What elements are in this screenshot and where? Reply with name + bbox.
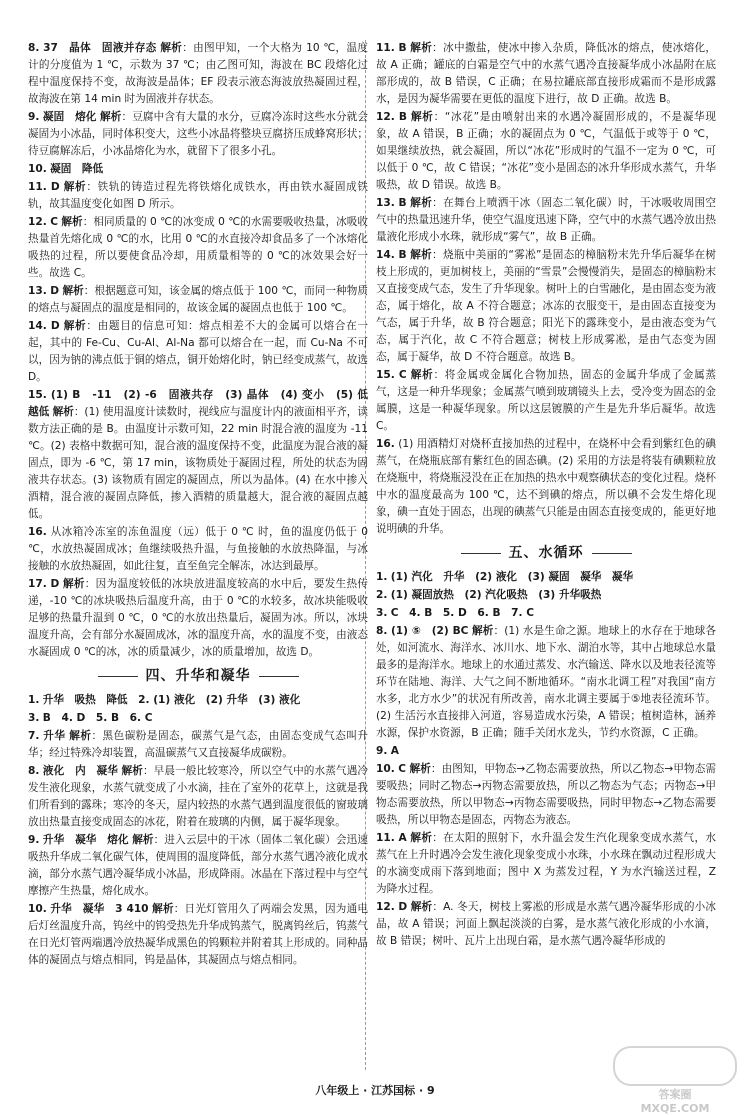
answer-kw: 解析 [410, 197, 433, 209]
answer-num: 8. [28, 42, 40, 54]
answer-item [376, 109, 716, 194]
answer-text: ：进入云层中的干冰（固体二氧化碳）会迅速吸热升华成二氧化碳气体，使周围的温度降低，部分水蒸气遇冷液化成水滴，部分水蒸气遇冷凝华成小冰晶，形成降雨。冰晶在下落过程中与空气摩擦产生热量，熔化成水。 [28, 834, 369, 897]
answer-item [376, 367, 716, 435]
answer-item [28, 524, 368, 575]
answer-kw: 解析 [63, 320, 87, 332]
answer-num: 2. [376, 589, 388, 601]
answer-ans: 37 晶体 固液并存态 [43, 42, 157, 54]
answer-item [376, 605, 716, 622]
answer-kw: 解析 [471, 625, 494, 637]
answer-kw: 解析 [410, 111, 434, 123]
answer-item [376, 899, 716, 950]
answer-text: ：由题目的信息可知：熔点相差不大的金属可以熔合在一起，其中的 Fe-Cu、Cu-Al、Al-Na 都可以熔合在一起，而 Cu-Na 不可以，因为钠的沸点低于铜的熔点，铜开始熔化时，钠已经变成蒸气，故选 D。 [28, 320, 369, 383]
answer-num: 12. [28, 216, 47, 228]
answer-text: ：在舞台上喷洒干冰（固态二氧化碳）时，干冰吸收周围空气中的热量迅速升华，使空气温度迅速下降，空气中的水蒸气遇冷放出热量液化形成小水珠，就形成“雾气”，故 B 正确。 [376, 197, 717, 243]
answer-ans: C 4. B 5. D 6. B 7. C [390, 607, 534, 619]
answer-item [28, 576, 368, 661]
answer-item [28, 387, 379, 523]
answer-item [28, 763, 368, 831]
answer-ans: C [50, 216, 58, 228]
left-answer-list-2 [28, 692, 368, 969]
answer-ans: C [398, 763, 407, 775]
answer-text: ：铁轨的铸造过程先将铁熔化成铁水，再由铁水凝固成铁轨，故其温度变化如图 D 所示。 [28, 181, 369, 210]
answer-text: ：在太阳的照射下，水升温会发生汽化现象变成水蒸气，水蒸气在上升时遇冷会发生液化现象变成小水珠，小水珠在飘动过程形成大的水滴变成雨下落到地面；图中 X 为蒸发过程，Y 为水汽输送过程，Z 为降水过程。 [376, 832, 716, 895]
answer-item [376, 761, 716, 829]
watermark-line1: 答案圈 [658, 1088, 692, 1101]
watermark-logo [610, 1046, 740, 1115]
answer-num: 10. [28, 163, 47, 175]
section-heading-sublimation: 四、升华和凝华 [28, 668, 368, 685]
answer-ans: D [398, 901, 408, 913]
answer-text: ：因为温度较低的冰块放进温度较高的水中后，要发生热传递，-10 ℃的冰块吸热后温度升高，由于 0 ℃的水较多，故冰块能吸收足够的热量升温到 0 ℃，0 ℃的水放出热量后，凝固为冰。所以，冰块温度升高，会有部分水凝固成冰，冰的温度升高，水的温度不变，由液态水凝固成 0 ℃的冰，冰的质量减少，冰的质量增加，故选 D。 [28, 578, 368, 658]
answer-kw: 解析 [63, 181, 87, 193]
answer-ans: B [398, 42, 407, 54]
answer-text: ：根据题意可知，该金属的熔点低于 100 ℃，而同一种物质的熔点与凝固点的温度是相同的，故该金属的凝固点也低于 100 ℃。 [28, 285, 368, 314]
answer-num: 15. [28, 389, 47, 401]
answer-num: 3. [376, 607, 388, 619]
answer-kw: 解析 [69, 730, 92, 742]
answer-num: 3. [28, 712, 40, 724]
answer-item [376, 743, 716, 760]
right-answer-list [376, 40, 716, 538]
answer-num: 12. [376, 111, 395, 123]
answer-ans: D [50, 285, 60, 297]
answer-ans: (1) 汽化 升华 (2) 液化 (3) 凝固 凝华 凝华 [390, 571, 634, 583]
right-column [376, 40, 716, 951]
answer-ans: B [398, 111, 407, 123]
answer-num: 9. [376, 745, 388, 757]
answer-text: (1) 用酒精灯对烧杯直接加热的过程中，在烧杯中会看到紫红色的碘蒸气，在烧瓶底部有紫红色的固态碘。(2) 采用的方法是将装有碘颗粒放在烧瓶中，将烧瓶浸没在正在加热的热水中观察碘状态的变化过程。烧杯中水的温度最高为 100 ℃，达不到碘的熔点，所以碘不会发生熔化现象，碘一直处于固态，出现的碘蒸气只能是由固态直接变成的，能更好地说明碘的升华。 [376, 438, 716, 535]
answer-num: 14. [376, 249, 395, 261]
watermark-badge-icon [613, 1046, 737, 1086]
answer-text: ：由图甲知，一个大格为 10 ℃，温度计的分度值为 1 ℃，示数为 37 ℃；由乙图可知，海波在 BC 段熔化过程中温度保持不变，故海波是晶体；EF 段表示液态海波放热凝固过程，故海波在第 14 min 时为固液并存状态。 [28, 42, 369, 105]
answer-num: 11. [376, 42, 395, 54]
answer-ans: A [398, 832, 407, 844]
answer-text: ：(1) 使用温度计读数时，视线应与温度计内的液面相平齐，读数方法正确的是 B。由温度计示数可知，22 min 时混合液的温度为 -11 ℃。(2) 表格中数据可知，混合液的温度保持不变，此温度为混合液的凝固点，即为 -6 ℃，第 17 min，该物质处于凝固过程，所处的状态为固液共存状态。(3) 该物质有固定的凝固点，所以为晶体。(4) 在水中掺入酒精，混合液的凝固点降低，掺入酒精的质量越大，混合液的凝固点越低。 [28, 406, 369, 520]
answer-num: 12. [376, 901, 395, 913]
answer-text: ：A. 冬天，树枝上雾凇的形成是水蒸气遇冷凝华形成的小冰晶，故 A 错误；河面上飘起淡淡的白雾，是水蒸气液化形成的小水滴，故 B 错误；树叶、瓦片上出现白霜，是水蒸气遇冷凝华形成的 [376, 901, 717, 947]
answer-item [28, 40, 368, 108]
answer-ans: 液化 内 凝华 [42, 765, 118, 777]
answer-num: 1. [376, 571, 388, 583]
left-answer-list [28, 40, 379, 661]
answer-text: ：黑色碳粉是固态，碳蒸气是气态，由固态变成气态叫升华；经过特殊冷却装置，高温碳蒸气又直接凝华成碳粉。 [28, 730, 369, 759]
answer-num: 1. [28, 694, 40, 706]
answer-item [28, 109, 368, 160]
answer-num: 11. [28, 181, 47, 193]
answer-text: ：(1) 水是生命之源。地球上的水存在于地球各处，如河流水、海洋水、冰川水、地下水、湖泊水等，其中占地球总水量最多的是海洋水。地球上的水通过蒸发、水汽输送、降水以及地表径流等环节在陆地、海洋、大气之间不断地循环。“南水北调工程”对我国“南方水多，北方水少”的状况有所改善，南水北调主要属于⑤地表径流环节。(2) 生活污水直接排入河道，容易造成水污染，A 错误；植树造林，涵养水源，保护水资源，B 正确；随手关闭水龙头，节约水资源，C 正确。 [376, 625, 717, 739]
answer-text: ：“冰花”是由喷射出来的水遇冷凝固形成的，不是凝华现象，故 A 错误，B 正确；水的凝固点为 0 ℃，气温低于或等于 0 ℃，如果继续放热，就会凝固，所以“冰花”形成时的气温不一定为 0 ℃，可以低于 0 ℃，故 C 错误；“冰花”变小是固态的冰升华形成水蒸气，升华吸热，故 D 错误。故选 B。 [376, 111, 717, 191]
answer-kw: 解析 [100, 111, 122, 123]
answer-ans: D [50, 578, 60, 590]
left-column [28, 40, 379, 970]
page-footer: 八年级上 · 江苏国标 · 9 [315, 1084, 435, 1097]
answer-kw: 解析 [160, 42, 183, 54]
answer-num: 10. [28, 903, 47, 915]
answer-item [28, 161, 368, 178]
answer-ans: B [398, 249, 407, 261]
answer-ans: (1) ⑤ (2) BC [390, 625, 469, 637]
answer-item [376, 436, 716, 538]
answer-item [28, 692, 368, 709]
answer-kw: 解析 [410, 901, 433, 913]
answer-text: ：日光灯管用久了两端会发黑，因为通电后灯丝温度升高，钨丝中的钨受热先升华成钨蒸气，脱离钨丝后，钨蒸气在日光灯管两端遇冷放热凝华成黑色的钨颗粒并附着其上形成的。同种晶体的凝固点与熔点相同，钨是晶体，其凝固点与熔点相同。 [28, 903, 368, 966]
answer-kw: 解析 [61, 216, 83, 228]
answer-ans: 升华 凝华 熔化 [42, 834, 129, 846]
answer-ans: (1) B -11 (2) -6 固液共存 (3) 晶体 (4) 变小 (5) 低 越低 [28, 389, 379, 418]
answer-ans: 凝固 熔化 [42, 111, 97, 123]
answer-ans: D [50, 181, 60, 193]
answer-item [376, 830, 716, 898]
answer-ans: 升华 [43, 730, 66, 742]
right-answer-list-2 [376, 569, 716, 950]
answer-item [28, 901, 368, 969]
answer-ans: D [50, 320, 60, 332]
answer-num: 16. [376, 438, 395, 450]
answer-ans: 升华 凝华 3 410 [50, 903, 149, 915]
answer-text: ：将金属或金属化合物加热，固态的金属升华成了金属蒸气，这是一种升华现象；金属蒸气喷到玻璃镜头上去，受冷变为固态的金属膜，这是一种凝华现象。所以这层镀膜的产生是先升华后凝华。故选 C。 [376, 369, 716, 432]
answer-num: 9. [28, 111, 40, 123]
answer-item [28, 728, 368, 762]
answer-kw: 解析 [409, 763, 431, 775]
answer-kw: 解析 [132, 834, 154, 846]
answer-item [28, 832, 368, 900]
answer-num: 11. [376, 832, 395, 844]
answer-num: 15. [376, 369, 395, 381]
answer-num: 10. [376, 763, 395, 775]
answer-ans: 升华 吸热 降低 2. (1) 液化 (2) 升华 (3) 液化 [42, 694, 301, 706]
answer-ans: B [398, 197, 407, 209]
answer-kw: 解析 [152, 903, 174, 915]
answer-num: 13. [28, 285, 47, 297]
answer-ans: A [390, 745, 399, 757]
answer-item [28, 214, 368, 282]
answer-kw: 解析 [410, 42, 433, 54]
answer-ans: B 4. D 5. B 6. C [42, 712, 153, 724]
answer-text: ：早晨一般比较寒冷，所以空气中的水蒸气遇冷发生液化现象，水蒸气就变成了小水滴，挂在了室外的花草上，这就是我们所看到的露珠；寒冷的冬天，屋内较热的水蒸气遇到温度很低的窗玻璃放出热量直接变成固态的冰花，附着在玻璃的内侧，属于凝华现象。 [28, 765, 369, 828]
answer-num: 16. [28, 526, 47, 538]
answer-kw: 解析 [410, 832, 433, 844]
answer-item [376, 569, 716, 586]
answer-item [28, 283, 368, 317]
section-heading-water-cycle: 五、水循环 [376, 545, 716, 562]
answer-num: 13. [376, 197, 395, 209]
answer-item [376, 195, 716, 246]
answer-text: 从冰箱冷冻室的冻鱼温度（远）低于 0 ℃ 时，鱼的温度仍低于 0 ℃，水放热凝固成冰；鱼继续吸热升温，与鱼接触的水放热降温，与冰接触的水放热凝固，如此往复，直至鱼完全解冻，冰达到最厚。 [28, 526, 368, 572]
answer-kw: 解析 [52, 406, 74, 418]
answer-text: ：相同质量的 0 ℃的冰变成 0 ℃的水需要吸收热量，冰吸收热量首先熔化成 0 ℃的水，比用 0 ℃的水直接冷却食品多了一个冰熔化吸热的过程，所以要使食品冷却，用质量相等的 0 ℃的冰效果会好一些。故选 C。 [28, 216, 368, 279]
answer-kw: 解析 [62, 285, 84, 297]
answer-item [28, 318, 368, 386]
answer-item [376, 587, 716, 604]
answer-kw: 解析 [410, 369, 434, 381]
answer-num: 9. [28, 834, 40, 846]
answer-text: ：豆腐中含有大量的水分，豆腐冷冻时这些水分就会凝固为小冰晶，同时体积变大，这些小冰晶将整块豆腐挤压成蜂窝形状；待豆腐解冻后，小冰晶熔化为水，就留下了很多小孔。 [28, 111, 368, 157]
answer-text: ：冰中撒盐，使冰中掺入杂质，降低冰的熔点，使冰熔化，故 A 正确；罐底的白霜是空气中的水蒸气遇冷直接凝华成小冰晶附在底部形成的，故 B 错误，C 正确；在易拉罐底部直接形成霜而不是形成露水，是因为凝华需要在更低的温度下进行，故 D 正确。故选 B。 [376, 42, 717, 105]
answer-ans: C [398, 369, 407, 381]
answer-kw: 解析 [62, 578, 85, 590]
answer-item [376, 40, 716, 108]
answer-text: ：烧瓶中美丽的“雾凇”是固态的樟脑粉末先升华后凝华在树枝上形成的，更加树枝上，美丽的“雪景”会慢慢消失，是固态的樟脑粉末又直接变成气态，发生了升华现象。树叶上的白雪融化，是由固态变为液态，属于熔化，故 A 不符合题意；冰冻的衣服变干，是由固态直接变为气态，属于升华，故 B 符合题意；阳光下的露珠变小，是由液态变为气态，属于汽化，故 C 不符合题意；树枝上形成雾凇，是由气态变为固态，属于凝华，故 D 不符合题意。故选 B。 [376, 249, 716, 363]
answer-item [28, 179, 368, 213]
answer-num: 8. [28, 765, 40, 777]
answer-ans: (1) 凝固放热 (2) 汽化吸热 (3) 升华吸热 [390, 589, 602, 601]
answer-item [28, 710, 368, 727]
answer-kw: 解析 [121, 765, 143, 777]
answer-num: 14. [28, 320, 47, 332]
answer-num: 7. [28, 730, 40, 742]
answer-kw: 解析 [410, 249, 433, 261]
answer-num: 8. [376, 625, 388, 637]
answer-item [376, 247, 716, 366]
answer-item [376, 623, 716, 742]
answer-text: ：由图知，甲物态→乙物态需要放热，所以乙物态→甲物态需要吸热；同时乙物态→丙物态需要放热，所以乙物态为气态；丙物态→甲物态需要放热，所以甲物态→丙物态需要吸热，同时甲物态→乙物态需要吸热，所以甲物态是固态，丙物态为液态。 [376, 763, 716, 826]
watermark-line2: MXQE.COM [640, 1102, 710, 1115]
answer-ans: 凝固 降低 [50, 163, 104, 175]
answer-num: 17. [28, 578, 47, 590]
